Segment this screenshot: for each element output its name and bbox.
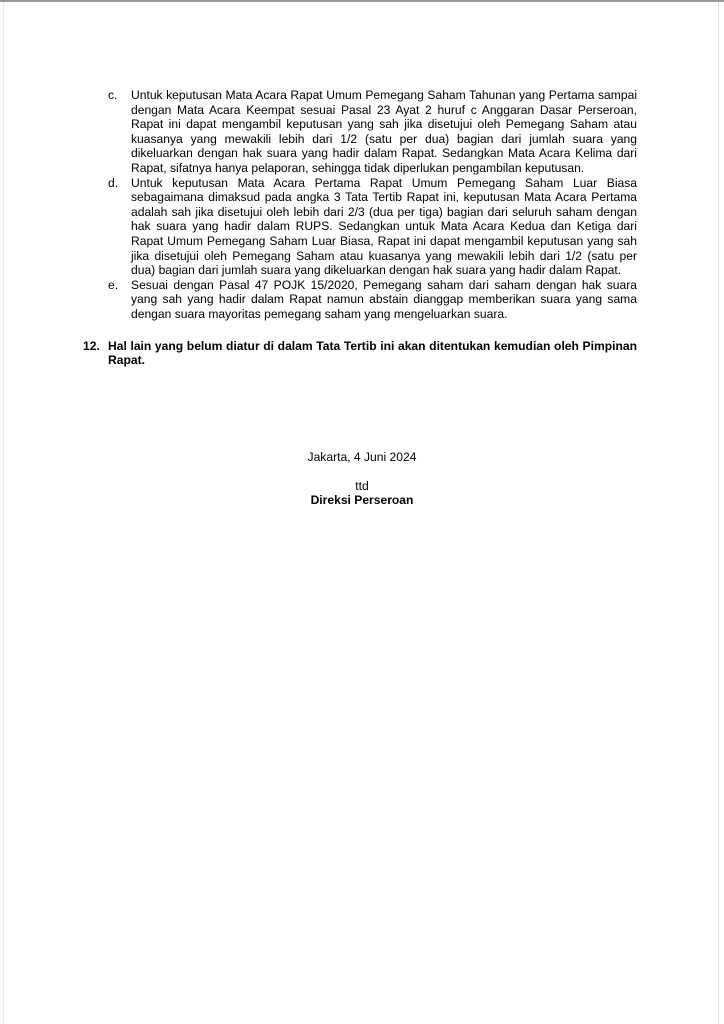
list-item-12 — [83, 339, 637, 368]
list-item-12-marker: 12. — [83, 338, 100, 353]
page-top-edge — [0, 0, 724, 2]
signature-place-date: Jakarta, 4 Juni 2024 — [307, 449, 417, 464]
list-item-c — [108, 88, 637, 176]
list-item-d-marker: d. — [108, 175, 119, 190]
list-item-d-text: Untuk keputusan Mata Acara Pertama Rapat Umum Pemegang Saham Luar Biasa sebagaimana dimaksud pada angka 3 Tata Tertib Rapat ini, keputusan Mata Acara Pertama adalah sah jika disetujui oleh lebih dari 2/3 (dua per tiga) bagian dari seluruh saham dengan hak suara yang hadir dalam RUPS. Sedangkan untuk Mata Acara Kedua dan Ketiga dari Rapat Umum Pemegang Saham Luar Biasa, Rapat ini dapat mengambil keputusan yang sah jika disetujui oleh Pemegang Saham atau kuasanya yang mewakili lebih dari 1/2 (satu per dua) bagian dari jumlah suara yang dikeluarkan dengan hak suara yang hadir dalam Rapat. — [131, 175, 637, 278]
list-item-d — [108, 176, 637, 278]
signature-signatory: Direksi Perseroan — [310, 493, 414, 508]
signature-ttd-label: ttd — [355, 478, 369, 493]
list-item-e-text: Sesuai dengan Pasal 47 POJK 15/2020, Pemegang saham dari saham dengan hak suara yang sah yang hadir dalam Rapat namun abstain dianggap memberikan suara yang sama dengan suara mayoritas pemegang saham yang mengeluarkan suara. — [131, 277, 637, 321]
list-item-c-marker: c. — [108, 88, 118, 102]
list-item-c-text: Untuk keputusan Mata Acara Rapat Umum Pemegang Saham Tahunan yang Pertama sampai dengan Mata Acara Keempat sesuai Pasal 23 Ayat 2 huruf c Anggaran Dasar Perseroan, Rapat ini dapat mengambil keputusan yang sah jika disetujui oleh Pemegang Saham atau kuasanya yang mewakili lebih dari 1/2 (satu per dua) bagian dari jumlah suara yang dikeluarkan dengan hak suara yang hadir dalam Rapat. Sedangkan Mata Acara Kelima dari Rapat, sifatnya hanya pelaporan, sehingga tidak diperlukan pengambilan keputusan. — [131, 88, 637, 175]
list-item-e — [108, 278, 637, 322]
document-content — [0, 88, 724, 508]
list-item-12-text: Hal lain yang belum diatur di dalam Tata Tertib ini akan ditentukan kemudian oleh Pimpinan Rapat. — [108, 338, 637, 368]
signature-block — [0, 450, 724, 508]
list-item-e-marker: e. — [108, 277, 119, 292]
